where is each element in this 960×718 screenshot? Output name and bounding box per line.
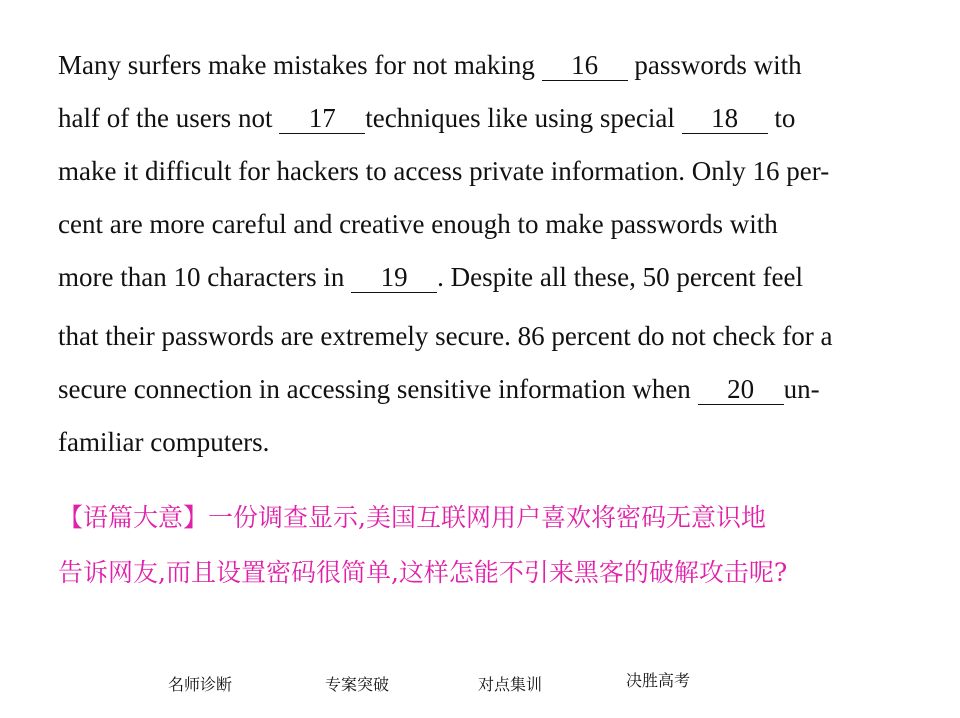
- passage-line-6: that their passwords are extremely secure. 86 percent do not check for a: [58, 321, 833, 351]
- passage-line-4: cent are more careful and creative enough to make passwords with: [58, 209, 778, 239]
- nav-item-topic-breakthrough[interactable]: 专案突破: [325, 675, 390, 694]
- passage-line-7: [58, 374, 820, 405]
- passage-text: passwords with: [627, 50, 802, 80]
- passage-text: secure connection in accessing sensitive information when: [58, 374, 698, 404]
- passage-line-5: [58, 262, 803, 293]
- passage-line-2: [58, 103, 795, 134]
- summary-line-2: 告诉网友,而且设置密码很简单,这样怎能不引来黑客的破解攻击呢?: [58, 558, 788, 587]
- nav-item-targeted-practice[interactable]: 对点集训: [478, 675, 543, 694]
- passage-line-3: make it difficult for hackers to access private information. Only 16 per-: [58, 156, 830, 186]
- answer-blank-18: 18: [682, 105, 768, 134]
- passage-text: Many surfers make mistakes for not making: [58, 50, 542, 80]
- summary-line-1: 【语篇大意】一份调查显示,美国互联网用户喜欢将密码无意识地: [58, 503, 766, 532]
- passage-line-8: familiar computers.: [58, 427, 270, 457]
- passage-text: more than 10 characters in: [58, 262, 352, 292]
- answer-blank-19: 19: [351, 264, 437, 293]
- nav-item-exam-prep[interactable]: 决胜高考: [626, 671, 691, 690]
- answer-blank-16: 16: [542, 52, 628, 81]
- passage-text: to: [767, 103, 796, 133]
- passage-text: techniques like using special: [365, 103, 682, 133]
- bottom-navigation: [0, 672, 960, 702]
- answer-blank-20: 20: [698, 376, 784, 405]
- answer-blank-17: 17: [279, 105, 365, 134]
- passage-text: . Despite all these, 50 percent feel: [437, 262, 803, 292]
- nav-item-expert-diagnosis[interactable]: 名师诊断: [168, 675, 233, 694]
- passage-text: un-: [783, 374, 820, 404]
- passage-line-1: [58, 50, 802, 81]
- passage-text: half of the users not: [58, 103, 280, 133]
